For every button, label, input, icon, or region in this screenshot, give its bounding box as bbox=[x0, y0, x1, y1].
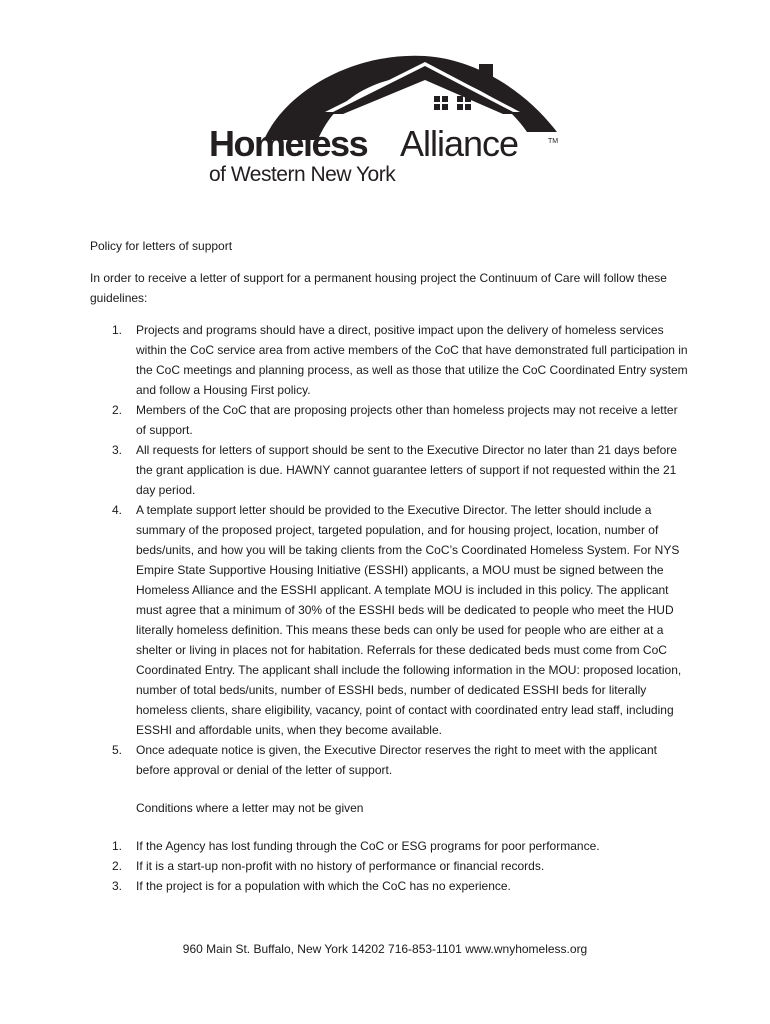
list-number: 2. bbox=[112, 859, 123, 873]
list-item-text: Once adequate notice is given, the Executive Director reserves the right to meet with the applicant before approval or denial of the letter of support. bbox=[136, 743, 657, 777]
list-number: 1. bbox=[112, 323, 123, 337]
document-intro: In order to receive a letter of support for a permanent housing project the Continuum of Care will follow these guidelines: bbox=[90, 271, 667, 305]
list-item bbox=[90, 400, 690, 440]
logo-word-homeless: Homeless bbox=[209, 123, 368, 164]
list-item-text: If it is a start-up non-profit with no history of performance or financial records. bbox=[136, 859, 545, 873]
list-number: 4. bbox=[112, 503, 123, 517]
list-number: 1. bbox=[112, 839, 123, 853]
homeless-alliance-logo bbox=[205, 50, 575, 190]
list-item bbox=[90, 440, 690, 500]
footer-contact: 960 Main St. Buffalo, New York 14202 716-853-1101 www.wnyhomeless.org bbox=[182, 942, 588, 956]
list-number: 3. bbox=[112, 443, 123, 457]
list-item bbox=[90, 320, 690, 400]
list-item-text: Members of the CoC that are proposing projects other than homeless projects may not receive a letter of support. bbox=[136, 403, 678, 437]
conditions-heading: Conditions where a letter may not be given bbox=[136, 801, 364, 815]
list-item-text: All requests for letters of support should be sent to the Executive Director no later than 21 days before the grant application is due. HAWNY cannot guarantee letters of support if not requested within the 21 day period. bbox=[136, 443, 677, 497]
logo-word-alliance: Alliance bbox=[400, 123, 519, 164]
conditions-list bbox=[90, 836, 690, 896]
policy-document bbox=[90, 236, 690, 896]
list-number: 2. bbox=[112, 403, 123, 417]
guidelines-list bbox=[90, 320, 690, 780]
logo-trademark: TM bbox=[548, 138, 559, 145]
document-title: Policy for letters of support bbox=[90, 239, 233, 253]
list-item-text: If the Agency has lost funding through the CoC or ESG programs for poor performance. bbox=[136, 839, 600, 853]
logo-subtitle: of Western New York bbox=[209, 163, 396, 186]
list-item bbox=[90, 740, 690, 780]
list-number: 5. bbox=[112, 743, 123, 757]
list-number: 3. bbox=[112, 879, 123, 893]
list-item-text: A template support letter should be provided to the Executive Director. The letter should include a summary of the proposed project, targeted population, and for housing project, location, number of beds/units, and how you will be taking clients from the CoC’s Coordinated Homeless System. For NYS Empire State Supportive Housing Initiative (ESSHI) applicants, a MOU must be signed between the Homeless Alliance and the ESSHI applicant. A template MOU is included in this policy. The applicant must agree that a minimum of 30% of the ESSHI beds will be dedicated to people who meet the HUD literally homeless definition. This means these beds can only be used for people who are either at a shelter or living in places not for habitation. Referrals for these dedicated beds must come from CoC Coordinated Entry. The applicant shall include the following information in the MOU: proposed location, number of total beds/units, number of ESSHI beds, number of dedicated ESSHI beds for literally homeless clients, share eligibility, vacancy, point of contact with coordinated entry lead staff, including ESSHI and affordable units, when they become available. bbox=[136, 503, 682, 737]
list-item-text: If the project is for a population with which the CoC has no experience. bbox=[136, 879, 511, 893]
list-item bbox=[90, 500, 690, 740]
list-item bbox=[90, 856, 690, 876]
list-item bbox=[90, 836, 690, 856]
list-item bbox=[90, 876, 690, 896]
list-item-text: Projects and programs should have a direct, positive impact upon the delivery of homeless services within the CoC service area from active members of the CoC that have demonstrated full participation in the CoC meetings and planning process, as well as those that utilize the CoC Coordinated Entry system and follow a Housing First policy. bbox=[136, 323, 688, 397]
